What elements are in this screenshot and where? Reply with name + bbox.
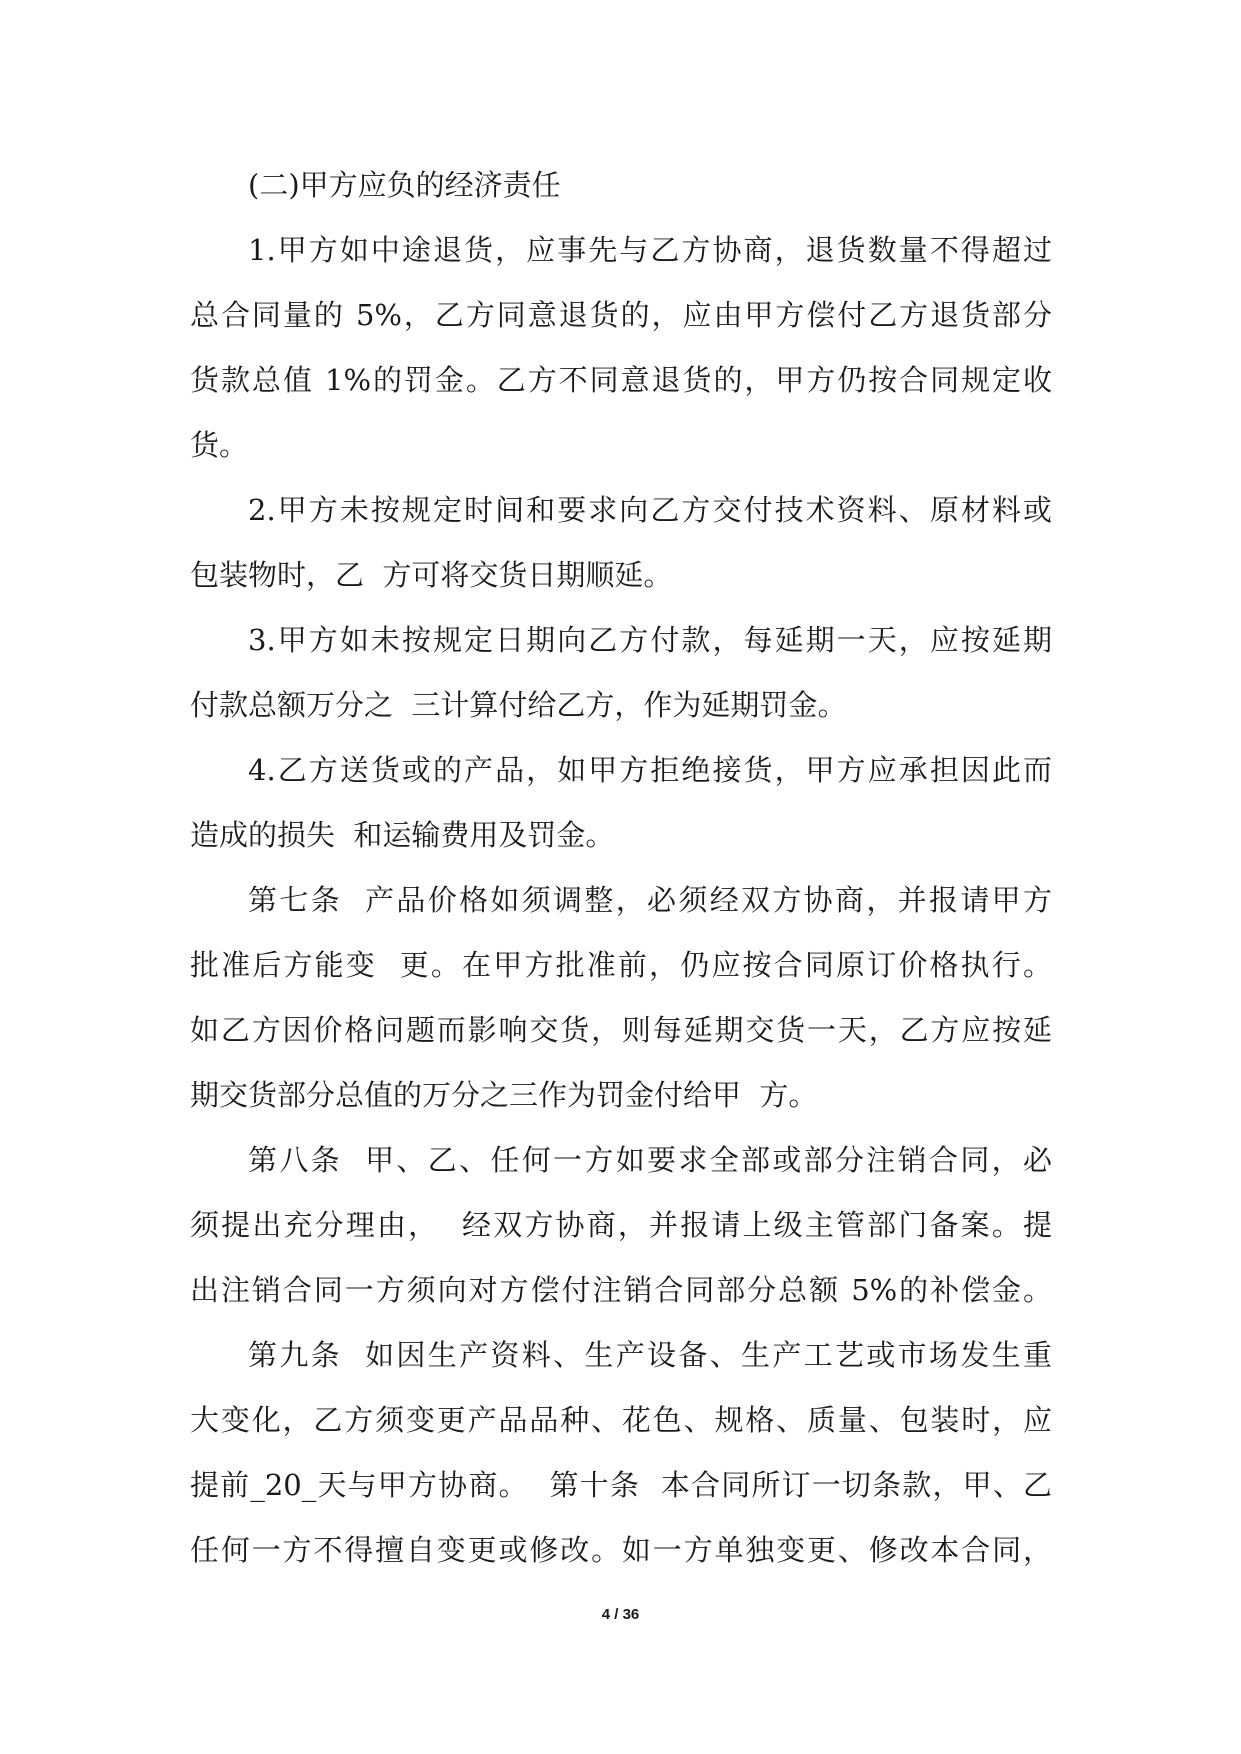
text-line: 2.甲方未按规定时间和要求向乙方交付技术资料、原材料或 [248,493,1052,527]
text-line: 批准后方能变 更。在甲方批准前，仍应按合同原订价格执行。 [190,948,1052,982]
page-body [190,158,1052,1588]
text-line: 须提出充分理由， 经双方协商，并报请上级主管部门备案。提 [190,1208,1052,1242]
text-line: 货。 [190,428,249,462]
text-line: 付款总额万分之 三计算付给乙方，作为延期罚金。 [190,688,847,722]
text-line: 第七条 产品价格如须调整，必须经双方协商，并报请甲方 [248,883,1052,917]
text-line: 期交货部分总值的万分之三作为罚金付给甲 方。 [190,1078,818,1112]
text-line: 总合同量的 5%，乙方同意退货的，应由甲方偿付乙方退货部分 [190,298,1052,332]
text-line: 出注销合同一方须向对方偿付注销合同部分总额 5%的补偿金。 [190,1273,1052,1307]
section-heading: (二)甲方应负的经济责任 [248,168,561,202]
page-number: 4 / 36 [601,1606,640,1623]
text-line: 第九条 如因生产资料、生产设备、生产工艺或市场发生重 [248,1338,1052,1372]
text-line: 造成的损失 和运输费用及罚金。 [190,818,615,852]
text-line: 大变化，乙方须变更产品品种、花色、规格、质量、包装时，应 [190,1403,1052,1437]
text-line: 3.甲方如未按规定日期向乙方付款，每延期一天，应按延期 [248,623,1052,657]
text-line: 1.甲方如中途退货，应事先与乙方协商，退货数量不得超过 [248,233,1052,267]
text-line: 货款总值 1%的罚金。乙方不同意退货的，甲方仍按合同规定收 [190,363,1052,397]
text-line: 第八条 甲、乙、任何一方如要求全部或部分注销合同，必 [248,1143,1052,1177]
text-line: 如乙方因价格问题而影响交货，则每延期交货一天，乙方应按延 [190,1013,1052,1047]
text-line: 4.乙方送货或的产品，如甲方拒绝接货，甲方应承担因此而 [248,753,1052,787]
text-line: 包装物时，乙 方可将交货日期顺延。 [190,558,673,592]
text-line: 提前_20_天与甲方协商。 第十条 本合同所订一切条款，甲、乙 [190,1468,1052,1502]
text-line: 任何一方不得擅自变更或修改。如一方单独变更、修改本合同， [190,1533,1052,1567]
